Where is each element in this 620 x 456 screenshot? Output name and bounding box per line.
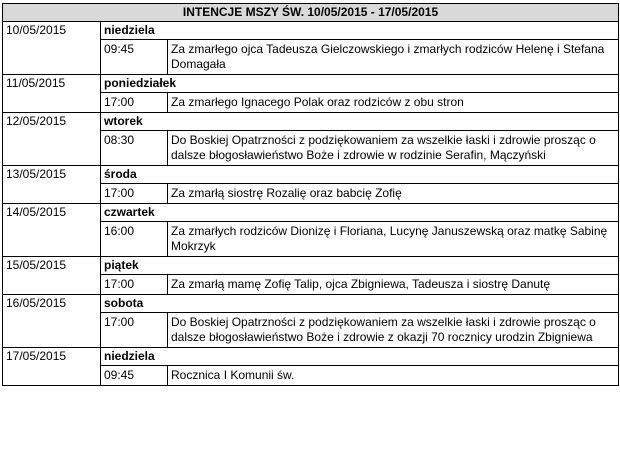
mass-row <box>3 313 619 348</box>
day-date: 11/05/2015 <box>3 75 101 93</box>
day-row <box>3 22 619 40</box>
day-date: 16/05/2015 <box>3 295 101 313</box>
mass-row <box>3 366 619 386</box>
blank-cell <box>3 131 101 166</box>
day-name: niedziela <box>101 22 619 40</box>
day-row <box>3 257 619 275</box>
blank-cell <box>3 366 101 386</box>
mass-row <box>3 93 619 113</box>
mass-intention: Do Boskiej Opatrzności z podziękowaniem za wszelkie łaski i zdrowie prosząc o dalsze błogosławieństwo Boże i zdrowie z okazji 70 rocznicy urodzin Zbigniewa <box>168 313 619 348</box>
mass-intention: Za zmarłych rodziców Dionizę i Floriana, Lucynę Januszewską oraz matkę Sabinę Mokrzyk <box>168 222 619 257</box>
mass-intention: Rocznica I Komunii św. <box>168 366 619 386</box>
mass-time: 09:45 <box>101 366 168 386</box>
mass-row <box>3 184 619 204</box>
blank-cell <box>3 93 101 113</box>
blank-cell <box>3 313 101 348</box>
day-name: niedziela <box>101 348 619 366</box>
day-date: 14/05/2015 <box>3 204 101 222</box>
mass-time: 08:30 <box>101 131 168 166</box>
mass-intention: Za zmarłego ojca Tadeusza Gielczowskiego i zmarłych rodziców Helenę i Stefana Domagała <box>168 40 619 75</box>
day-date: 12/05/2015 <box>3 113 101 131</box>
mass-intention: Za zmarłą siostrę Rozalię oraz babcię Zofię <box>168 184 619 204</box>
blank-cell <box>3 275 101 295</box>
mass-intention: Za zmarłego Ignacego Polak oraz rodziców z obu stron <box>168 93 619 113</box>
day-date: 13/05/2015 <box>3 166 101 184</box>
mass-row <box>3 131 619 166</box>
mass-time: 09:45 <box>101 40 168 75</box>
day-name: poniedziałek <box>101 75 619 93</box>
day-row <box>3 113 619 131</box>
day-name: sobota <box>101 295 619 313</box>
page-title: INTENCJE MSZY ŚW. 10/05/2015 - 17/05/2015 <box>3 4 619 22</box>
mass-row <box>3 40 619 75</box>
title-row <box>3 4 619 22</box>
mass-time: 17:00 <box>101 93 168 113</box>
day-row <box>3 166 619 184</box>
day-name: piątek <box>101 257 619 275</box>
blank-cell <box>3 184 101 204</box>
day-row <box>3 348 619 366</box>
mass-time: 17:00 <box>101 313 168 348</box>
mass-time: 16:00 <box>101 222 168 257</box>
mass-intention: Do Boskiej Opatrzności z podziękowaniem za wszelkie łaski i zdrowie prosząc o dalsze błogosławieństwo Boże i zdrowie w rodzinie Serafin, Mączyński <box>168 131 619 166</box>
day-row <box>3 295 619 313</box>
day-date: 17/05/2015 <box>3 348 101 366</box>
mass-intentions-table <box>2 3 619 386</box>
day-name: środa <box>101 166 619 184</box>
mass-time: 17:00 <box>101 184 168 204</box>
day-name: wtorek <box>101 113 619 131</box>
blank-cell <box>3 40 101 75</box>
blank-cell <box>3 222 101 257</box>
mass-time: 17:00 <box>101 275 168 295</box>
day-row <box>3 204 619 222</box>
mass-intention: Za zmarłą mamę Zofię Talip, ojca Zbigniewa, Tadeusza i siostrę Danutę <box>168 275 619 295</box>
mass-row <box>3 222 619 257</box>
day-row <box>3 75 619 93</box>
day-date: 10/05/2015 <box>3 22 101 40</box>
day-date: 15/05/2015 <box>3 257 101 275</box>
day-name: czwartek <box>101 204 619 222</box>
mass-row <box>3 275 619 295</box>
